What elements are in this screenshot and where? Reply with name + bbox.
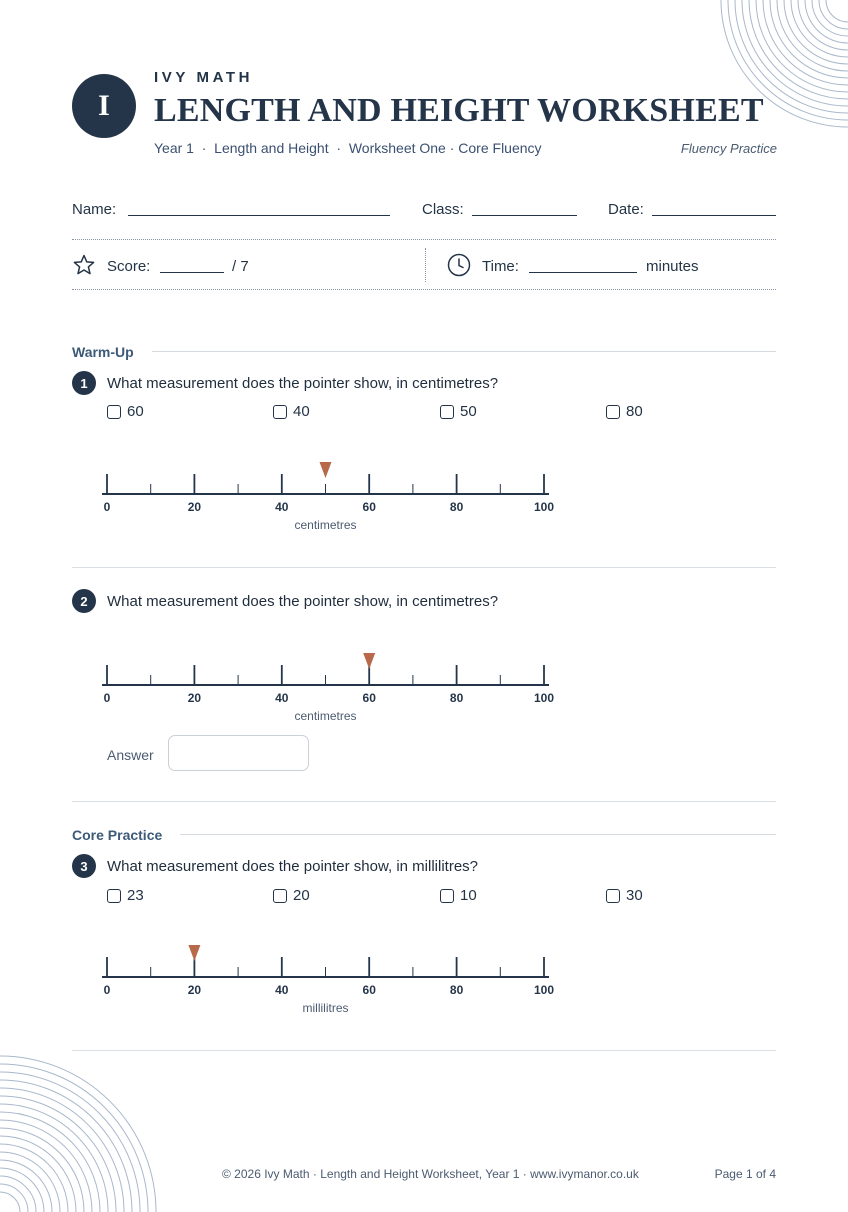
name-label: Name: xyxy=(72,201,117,218)
option-label: 50 xyxy=(460,403,477,420)
section-rule xyxy=(152,351,776,352)
ruler-tick-label: 60 xyxy=(362,691,376,705)
ruler-tick-label: 0 xyxy=(103,983,111,997)
question-number: 3 xyxy=(72,854,96,878)
ruler-unit-label: millilitres xyxy=(302,1001,349,1015)
question-text: What measurement does the pointer show, in centimetres? xyxy=(107,375,499,392)
measurement-ruler xyxy=(98,941,564,1019)
footer-copyright: © 2026 Ivy Math · Length and Height Worksheet, Year 1 · www.ivymanor.co.uk xyxy=(222,1167,639,1181)
checkbox[interactable] xyxy=(107,405,121,419)
brand-logo: I xyxy=(72,74,136,138)
option-choice[interactable] xyxy=(606,403,643,420)
ruler-tick-label: 0 xyxy=(103,691,111,705)
answer-label: Answer xyxy=(107,747,154,763)
pointer-marker xyxy=(363,653,375,669)
option-choice[interactable] xyxy=(440,403,477,420)
brand-name: IVY MATH xyxy=(154,69,254,86)
ruler-tick-label: 40 xyxy=(275,691,289,705)
option-choice[interactable] xyxy=(440,887,477,904)
option-label: 20 xyxy=(293,887,310,904)
question-divider xyxy=(72,801,776,802)
ruler-unit-label: centimetres xyxy=(294,518,357,532)
footer-page-number: Page 1 of 4 xyxy=(714,1167,776,1181)
question-divider xyxy=(72,1050,776,1051)
checkbox[interactable] xyxy=(606,405,620,419)
ruler-tick-label: 0 xyxy=(103,500,111,514)
option-label: 10 xyxy=(460,887,477,904)
measurement-ruler xyxy=(98,649,564,727)
answer-input[interactable] xyxy=(168,735,309,771)
ruler-tick-label: 20 xyxy=(187,983,202,997)
question-text: What measurement does the pointer show, in millilitres? xyxy=(107,858,479,875)
class-field[interactable] xyxy=(472,215,577,216)
option-label: 30 xyxy=(626,887,643,904)
score-label: Score: xyxy=(107,258,151,275)
page-title: LENGTH AND HEIGHT WORKSHEET xyxy=(154,92,764,129)
ruler-tick-label: 60 xyxy=(362,500,376,514)
score-field[interactable] xyxy=(160,272,224,273)
decorative-rings-bottom-left xyxy=(0,1030,180,1212)
checkbox[interactable] xyxy=(440,889,454,903)
clock-icon xyxy=(447,253,471,277)
star-icon xyxy=(73,254,95,276)
option-label: 40 xyxy=(293,403,310,420)
question-number: 2 xyxy=(72,589,96,613)
time-field[interactable] xyxy=(529,272,637,273)
name-field[interactable] xyxy=(128,215,390,216)
checkbox[interactable] xyxy=(440,405,454,419)
time-unit: minutes xyxy=(646,258,699,275)
section-title-warmup: Warm-Up xyxy=(72,344,134,360)
section-title-core: Core Practice xyxy=(72,827,163,843)
ruler-tick-label: 40 xyxy=(275,983,289,997)
option-choice[interactable] xyxy=(606,887,643,904)
section-rule xyxy=(180,834,776,835)
ruler-tick-label: 20 xyxy=(187,691,202,705)
ruler-tick-label: 40 xyxy=(275,500,289,514)
checkbox[interactable] xyxy=(273,889,287,903)
divider-dotted xyxy=(72,239,776,240)
ruler-tick-label: 100 xyxy=(533,983,555,997)
class-label: Class: xyxy=(422,201,464,218)
ruler-tick-label: 20 xyxy=(187,500,202,514)
option-choice[interactable] xyxy=(107,887,144,904)
ruler-unit-label: centimetres xyxy=(294,709,357,723)
page-tagline: Fluency Practice xyxy=(680,141,777,156)
option-choice[interactable] xyxy=(273,403,310,420)
score-total: / 7 xyxy=(232,258,249,275)
ruler-tick-label: 60 xyxy=(362,983,376,997)
score-time-separator xyxy=(425,248,426,282)
date-label: Date: xyxy=(608,201,644,218)
time-label: Time: xyxy=(482,258,519,275)
ruler-tick-label: 80 xyxy=(449,983,464,997)
checkbox[interactable] xyxy=(273,405,287,419)
measurement-ruler xyxy=(98,458,564,536)
question-divider xyxy=(72,567,776,568)
option-label: 23 xyxy=(127,887,144,904)
option-label: 80 xyxy=(626,403,643,420)
option-choice[interactable] xyxy=(273,887,310,904)
pointer-marker xyxy=(188,945,200,961)
option-label: 60 xyxy=(127,403,144,420)
ruler-tick-label: 100 xyxy=(533,691,555,705)
checkbox[interactable] xyxy=(606,889,620,903)
question-number: 1 xyxy=(72,371,96,395)
pointer-marker xyxy=(320,462,332,478)
option-choice[interactable] xyxy=(107,403,144,420)
ruler-tick-label: 80 xyxy=(449,500,464,514)
checkbox[interactable] xyxy=(107,889,121,903)
date-field[interactable] xyxy=(652,215,776,216)
divider-dotted xyxy=(72,289,776,290)
page-subtitle: Year 1 · Length and Height · Worksheet One · Core Fluency xyxy=(154,140,542,156)
ruler-tick-label: 80 xyxy=(449,691,464,705)
question-text: What measurement does the pointer show, in centimetres? xyxy=(107,593,499,610)
ruler-tick-label: 100 xyxy=(533,500,555,514)
